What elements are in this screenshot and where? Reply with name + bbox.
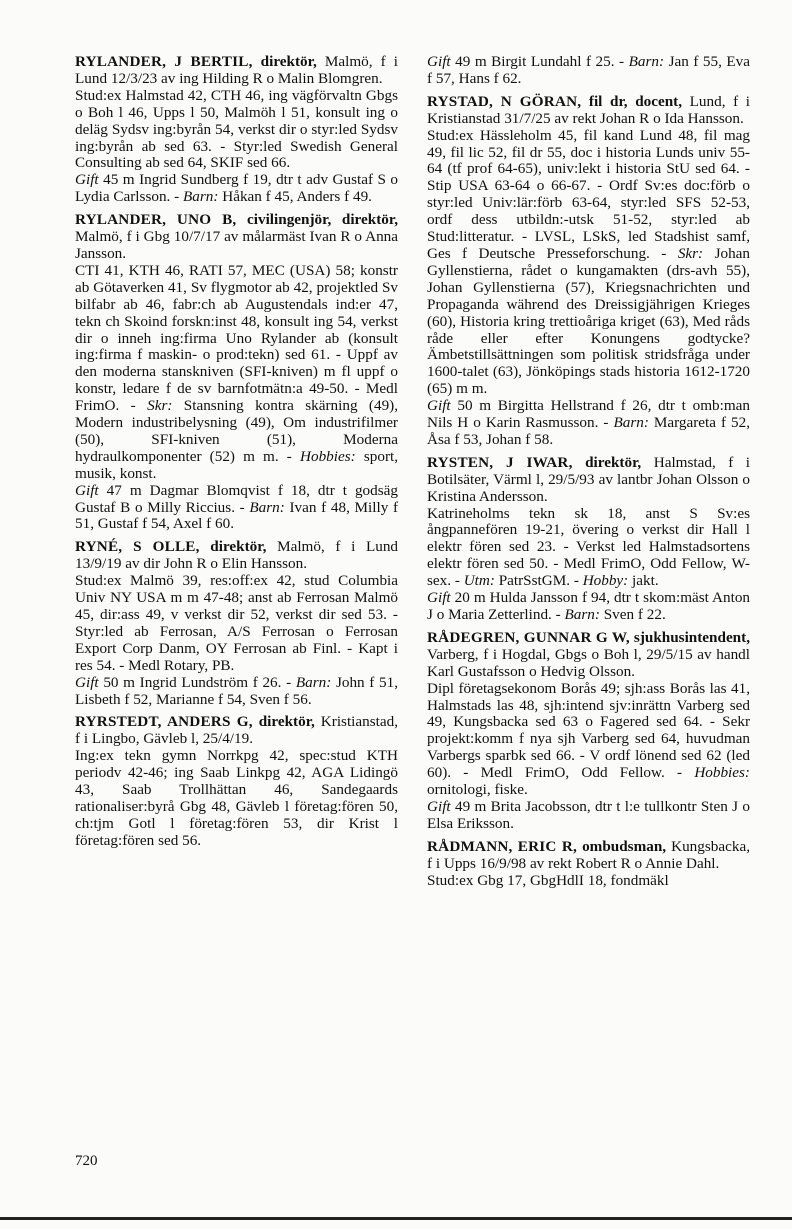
- entry-title: civilingenjör, direktör,: [247, 211, 398, 229]
- children-label: Barn:: [249, 498, 285, 516]
- entry-title: fil dr, docent,: [588, 92, 683, 110]
- family-label: Gift: [427, 53, 451, 70]
- entry-header: [427, 94, 750, 128]
- entry-ryrstedt-anders-g: [75, 714, 398, 849]
- entry-name: RYSTAD, N GÖRAN,: [427, 92, 582, 110]
- entry-family: [75, 483, 398, 534]
- family-text: 50 m Birgitta Hellstrand f 26, dtr t omb:man Nils H o Karin Rasmusson. -: [427, 397, 750, 432]
- entry-intro: Lund, f i Kristianstad 31/7/25 av rekt Johan R o Ida Hansson.: [427, 92, 750, 127]
- entry-intro: Varberg, f i Hogdal, Gbgs o Boh l, 29/5/15 av handl Karl Gustafsson o Hedvig Olsson.: [427, 645, 750, 680]
- entry-intro: Malmö, f i Lund 12/3/23 av ing Hilding R o Malin Blomgren.: [75, 53, 398, 87]
- entry-family: [75, 675, 398, 709]
- hobbies-label: Hobby:: [582, 572, 629, 590]
- entry-name: RYLANDER, J BERTIL,: [75, 53, 253, 70]
- hobbies-text: sport, musik, konst.: [75, 447, 399, 482]
- entry-header: [75, 54, 398, 88]
- family-label: Gift: [427, 397, 451, 415]
- children-text: John f 51, Lisbeth f 52, Marianne f 54, Sven f 56.: [75, 673, 399, 708]
- entry-career: [427, 681, 750, 799]
- entry-ryne-s-olle: [75, 539, 398, 708]
- entry-intro: Kungsbacka, f i Upps 16/9/98 av rekt Robert R o Annie Dahl.: [427, 837, 750, 872]
- page-number: 720: [75, 1153, 98, 1169]
- works-label: Skr:: [677, 244, 704, 262]
- entry-rylander-uno-b: [75, 212, 398, 533]
- entry-career: Stud:ex Gbg 17, GbgHdlI 18, fondmäkl: [427, 871, 669, 889]
- entry-family: [427, 398, 750, 449]
- children-label: Barn:: [295, 673, 332, 691]
- entry-intro: Kristianstad, f i Lingbo, Gävleb l, 25/4/19.: [75, 713, 398, 748]
- honours-label: Utm:: [463, 572, 495, 590]
- works-text: Johan Gyllenstierna, rådet o kungamakten (drs-avh 55), Johan Gyllenstierna (57), Kriegsnachrichten und Propaganda während des Dreissigjährigen Krieges (60), Historia kring trettioåriga kriget (63), Med råds råde eller efter Konungens godtycke? Ämbetstillsättningen som politisk stridsfråga under 1600-talet (63), Jönköpings stads historia 1612-1720 (65) m m.: [427, 244, 751, 398]
- children-text: Håkan f 45, Anders f 49.: [222, 188, 372, 206]
- entry-radmann-eric-r: [427, 839, 750, 890]
- entry-header: [427, 630, 750, 681]
- entry-intro: Malmö, f i Lund 13/9/19 av dir John R o Elin Hansson.: [75, 538, 399, 573]
- left-column: [75, 54, 398, 856]
- entry-title: ombudsman,: [582, 837, 667, 855]
- continued-entry-family: [427, 54, 750, 88]
- entry-name: RYSTEN, J IWAR,: [427, 453, 573, 471]
- career-text: Dipl företagsekonom Borås 49; sjh:ass Borås las 41, Halmstads las 48, sjh:intend sjv:inrättn Varberg sed 49, Kungsbacka sed 63 o Fagered sed 64. - Sekr projekt:komm f nya sjh Varberg sed 64, huvudman Varbergs sparbk sed 66. - V ordf lönend sed 62 (led 60). - Medl FrimO, Odd Fellow. -: [427, 679, 750, 782]
- works-label: Skr:: [147, 397, 173, 415]
- entry-title: sjukhusintendent,: [633, 628, 750, 646]
- right-column: [427, 54, 750, 896]
- entry-title: direktör,: [260, 53, 317, 70]
- career-text: CTI 41, KTH 46, RATI 57, MEC (USA) 58; konstr ab Götaverken 41, Sv flygmotor ab 42, projektled Sv bilfabr ab 46, fabr:ch ab Augustendals ind:er 47, tekn ch Skoind forskn:inst 48, konsult ing 54, verkst dir o inneh ing:firma Uno Rylander ab (konsult ing:firma f maskin- o prod:tekn) sed 61. - Uppf av den moderna stanskniven (SFI-kniven) m fl uppf o konstr, ledare f de sv barnfotmätn:a 49-50. - Medl FrimO. -: [75, 261, 398, 415]
- family-text: 49 m Birgit Lundahl f 25. -: [455, 53, 625, 70]
- family-text: 20 m Hulda Jansson f 94, dtr t skom:mäst Anton J o Maria Zetterlind. -: [427, 589, 751, 623]
- entry-name: RYRSTEDT, ANDERS G,: [75, 713, 253, 731]
- children-text: Sven f 22.: [603, 606, 666, 623]
- family-text: 50 m Ingrid Lundström f 26. -: [103, 673, 292, 691]
- family-label: Gift: [75, 673, 99, 691]
- entry-career: Stud:ex Halmstad 42, CTH 46, ing vägförvaltn Gbgs o Boh l 46, Upps l 50, Malmöh l 51, konsult ing o deläg Sydsv ing:byrån 54, verkst dir o styr:led Sydsv ing:byrån ab sed 63. - Styr:led Swedish General Consulting ab sed 64, SKIF sed 66.: [75, 86, 398, 172]
- children-text: Jan f 55, Eva f 57, Hans f 62.: [427, 53, 751, 87]
- career-text: Katrineholms tekn sk 18, anst S Sv:es ångpannefören 19-21, övering o verkst dir Hall l elektr fören sed 23. - Verkst led Halmstadsortens elektr fören sed 50. - Medl FrimO, Odd Fellow, W-sex. -: [427, 504, 750, 590]
- entry-title: direktör,: [585, 453, 642, 471]
- hobbies-text: jakt.: [632, 572, 659, 590]
- works-text: Stansning kontra skärning (49), Modern industribelysning (49), Om industrifilmer (50), SFI-kniven (51), Moderna hydraulkomponenter (52) m m. -: [75, 397, 399, 465]
- entry-header: [75, 212, 398, 263]
- children-text: Margareta f 52, Åsa f 53, Johan f 58.: [427, 414, 751, 448]
- entry-rylander-j-bertil: [75, 54, 398, 206]
- entry-career: [427, 506, 750, 591]
- family-text: 49 m Brita Jacobsson, dtr t l:e tullkontr Sten J o Elsa Eriksson.: [427, 797, 751, 832]
- entry-career: Ing:ex tekn gymn Norrkpg 42, spec:stud KTH periodv 42-46; ing Saab Linkpg 42, AGA Lidingö 43, Saab Trollhättan 46, Sandegaards rationaliser:byrå Gbg 48, Gävleb l företag:fören 50, ch:tjm Gotl l företag:fören 53, dir Krist l företag:fören sed 56.: [75, 747, 398, 849]
- children-label: Barn:: [613, 414, 649, 432]
- children-label: Barn:: [628, 53, 665, 70]
- hobbies-label: Hobbies:: [694, 764, 750, 782]
- children-label: Barn:: [564, 606, 600, 623]
- entry-family: [427, 590, 750, 624]
- career-text: Stud:ex Hässleholm 45, fil kand Lund 48, fil mag 49, fil lic 52, fil dr 55, doc i historia Lunds univ 55-64 (tf prof 64-65), univ:lekt i historia StU sed 64. - Stip USA 63-64 o 66-67. - Ordf Sv:es doc:förb o styr:led Univ:lär:förb 63-64, styr:led SFS 52-53, ordf dess utbildn:-utsk 51-52, styr:led ab Stud:litteratur. - LVSL, LSkS, led Stadshist samf, Ges f Deutsche Presseforschung. -: [427, 126, 750, 262]
- entry-header: [75, 714, 398, 748]
- family-label: Gift: [75, 481, 99, 499]
- hobbies-text: ornitologi, fiske.: [427, 781, 528, 799]
- entry-rysten-j-iwar: [427, 455, 750, 624]
- entry-intro: Malmö, f i Gbg 10/7/17 av målarmäst Ivan R o Anna Jansson.: [75, 228, 398, 262]
- entry-title: direktör,: [258, 713, 315, 731]
- honours-text: PatrSstGM. -: [498, 572, 579, 590]
- family-text: 45 m Ingrid Sundberg f 19, dtr t adv Gustaf S o Lydia Carlsson. -: [75, 171, 399, 206]
- children-label: Barn:: [183, 188, 219, 206]
- entry-header: [427, 839, 750, 873]
- entry-intro: Halmstad, f i Botilsäter, Värml l, 29/5/93 av lantbr Johan Olsson o Kristina Andersson.: [427, 453, 751, 505]
- family-label: Gift: [427, 797, 451, 815]
- entry-family: [427, 799, 750, 833]
- entry-title: direktör,: [210, 538, 267, 556]
- entry-name: RÅDEGREN, GUNNAR G W,: [427, 628, 630, 646]
- hobbies-label: Hobbies:: [300, 447, 356, 465]
- entry-family: [75, 172, 398, 206]
- children-text: Ivan f 48, Milly f 51, Gustaf f 54, Axel f 60.: [75, 498, 399, 533]
- entry-name: RYLANDER, UNO B,: [75, 211, 237, 229]
- family-label: Gift: [75, 171, 99, 189]
- bottom-rule: [0, 1217, 792, 1220]
- family-text: 47 m Dagmar Blomqvist f 18, dtr t godsäg Gustaf B o Milly Riccius. -: [75, 481, 398, 516]
- entry-rystad-n-goran: [427, 94, 750, 449]
- entry-name: RYNÉ, S OLLE,: [75, 538, 200, 556]
- entry-career: [427, 128, 750, 399]
- entry-header: [427, 455, 750, 506]
- entry-career: Stud:ex Malmö 39, res:off:ex 42, stud Columbia Univ NY USA m m 47-48; anst ab Ferrosan Malmö 45, dir:ass 49, v verkst dir 52, verkst dir sed 53. - Styr:led ab Ferrosan, A/S Ferrosan o Ferrosan Export Corp Danm, OY Ferrosan ab Finl. - Kapt i res 54. - Medl Rotary, PB.: [75, 572, 398, 674]
- entry-career: [75, 263, 398, 483]
- entry-radegren-gunnar-g-w: [427, 630, 750, 833]
- entry-name: RÅDMANN, ERIC R,: [427, 837, 578, 855]
- family-label: Gift: [427, 589, 451, 607]
- entry-header: [75, 539, 398, 573]
